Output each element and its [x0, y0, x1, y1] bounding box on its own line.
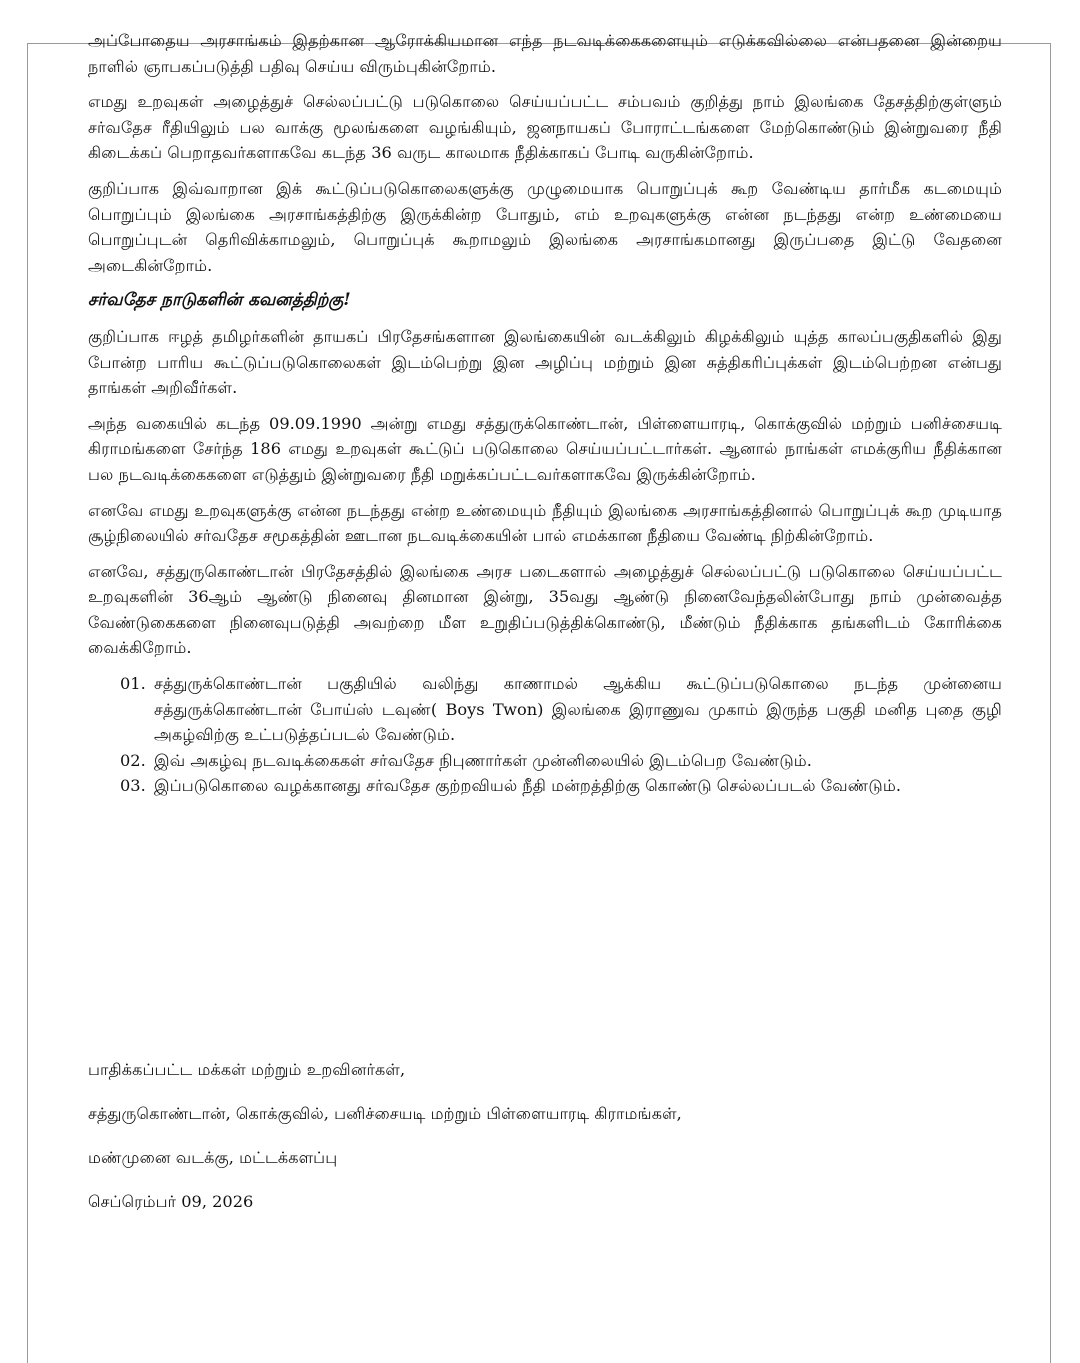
villages-line: சத்துருகொண்டான், கொக்குவில், பனிச்சையடி மற்றும் பிள்ளையாரடி கிராமங்கள்,: [88, 1104, 682, 1123]
region-line: மண்முனை வடக்கு, மட்டக்களப்பு: [88, 1148, 338, 1167]
section-paragraph-3: எனவே எமது உறவுகளுக்கு என்ன நடந்தது என்ற உண்மையும் நீதியும் இலங்கை அரசாங்கத்தினால் பொறுப்புக் கூற முடியாத சூழ்நிலையில் சர்வதேச சமூகத்தின் ஊடான நடவடிக்கையின் பால் எமக்கான நீதியை வேண்டி நிற்கின்றோம்.: [88, 500, 1002, 546]
body-paragraph-3: குறிப்பாக இவ்வாறான இக் கூட்டுப்படுகொலைகளுக்கு முழுமையாக பொறுப்புக் கூற வேண்டிய தார்மீக கடமையும் பொறுப்பும் இலங்கை அரசாங்கத்திற்கு இருக்கின்ற போதும், எம் உறவுகளுக்கு என்ன நடந்தது என்ற உண்மையை பொறுப்புடன் தெரிவிக்காமலும், பொறுப்புக் கூறாமலும் இலங்கை அரசாங்கமானது இருப்பதை இட்டு வேதனை அடைகின்றோம்.: [88, 178, 1002, 275]
demand-item: [120, 671, 1002, 748]
demand-number: 03.: [120, 776, 146, 796]
demands-list: [88, 671, 1002, 799]
demand-text: சத்துருக்கொண்டான் பகுதியில் வலிந்து காணாமல் ஆக்கிய கூட்டுப்படுகொலை நடந்த முன்னைய சத்துருக்கொண்டான் போய்ஸ் டவுண்( Boys Twon) இலங்கை இராணுவ முகாம் இருந்த பகுதி மனித புதை குழி அகழ்விற்கு உட்படுத்தப்படல் வேண்டும்.: [154, 674, 1002, 745]
demand-number: 02.: [120, 750, 146, 770]
letter-body: [88, 28, 1002, 799]
demand-item: [120, 773, 1002, 799]
section-paragraph-1: குறிப்பாக ஈழத் தமிழர்களின் தாயகப் பிரதேசங்களான இலங்கையின் வடக்கிலும் கிழக்கிலும் யுத்த காலப்பகுதிகளில் இது போன்ற பாரிய கூட்டுப்படுகொலைகள் இடம்பெற்று இன அழிப்பு மற்றும் இன சுத்திகரிப்புக்கள் இடம்பெற்றன என்பது தாங்கள் அறிவீர்கள்.: [88, 326, 1002, 398]
section-heading: சர்வதேச நாடுகளின் கவனத்திற்கு!: [88, 290, 351, 311]
letter-date: செப்ரெம்பர் 09, 2026: [88, 1192, 254, 1211]
signature-block: [88, 1057, 1002, 1233]
section-paragraph-4: எனவே, சத்துருகொண்டான் பிரதேசத்தில் இலங்கை அரச படைகளால் அழைத்துச் செல்லப்பட்டு படுகொலை செய்யப்பட்ட உறவுகளின் 36ஆம் ஆண்டு நினைவு தினமான இன்று, 35வது ஆண்டு நினைவேந்தலின்போது நாம் முன்வைத்த வேண்டுகைகளை நினைவுபடுத்தி அவற்றை மீள உறுதிப்படுத்திக்கொண்டு, மீண்டும் நீதிக்காக தங்களிடம் கோரிக்கை வைக்கிறோம்.: [88, 561, 1002, 658]
body-paragraph-1: அப்போதைய அரசாங்கம் இதற்கான ஆரோக்கியமான எந்த நடவடிக்கைகளையும் எடுக்கவில்லை என்பதனை இன்றைய நாளில் ஞாபகப்படுத்தி பதிவு செய்ய விரும்புகின்றோம்.: [88, 31, 1002, 76]
section-paragraph-2: அந்த வகையில் கடந்த 09.09.1990 அன்று எமது சத்துருக்கொண்டான், பிள்ளையாரடி, கொக்குவில் மற்றும் பனிச்சையடி கிராமங்களை சேர்ந்த 186 எமது உறவுகள் கூட்டுப் படுகொலை செய்யப்பட்டார்கள். ஆனால் நாங்கள் எமக்குரிய நீதிக்கான பல நடவடிக்கைகளை எடுத்தும் இன்றுவரை நீதி மறுக்கப்பட்டவர்களாகவே இருக்கின்றோம்.: [88, 413, 1002, 484]
signatory-line: பாதிக்கப்பட்ட மக்கள் மற்றும் உறவினர்கள்,: [88, 1060, 406, 1079]
demand-item: [120, 748, 1002, 774]
demand-text: இவ் அகழ்வு நடவடிக்கைகள் சர்வதேச நிபுணார்கள் முன்னிலையில் இடம்பெற வேண்டும்.: [154, 750, 812, 770]
demand-text: இப்படுகொலை வழக்கானது சர்வதேச குற்றவியல் நீதி மன்றத்திற்கு கொண்டு செல்லப்படல் வேண்டும்.: [154, 776, 902, 796]
body-paragraph-2: எமது உறவுகள் அழைத்துச் செல்லப்பட்டு படுகொலை செய்யப்பட்ட சம்பவம் குறித்து நாம் இலங்கை தேசத்திற்குள்ளும் சர்வதேச ரீதியிலும் பல வாக்கு மூலங்களை வழங்கியும், ஜனநாயகப் போராட்டங்களை மேற்கொண்டும் இன்றுவரை நீதி கிடைக்கப் பெறாதவர்களாகவே கடந்த 36 வருட காலமாக நீதிக்காகப் போடி வருகின்றோம்.: [88, 92, 1002, 163]
demand-number: 01.: [120, 674, 146, 694]
